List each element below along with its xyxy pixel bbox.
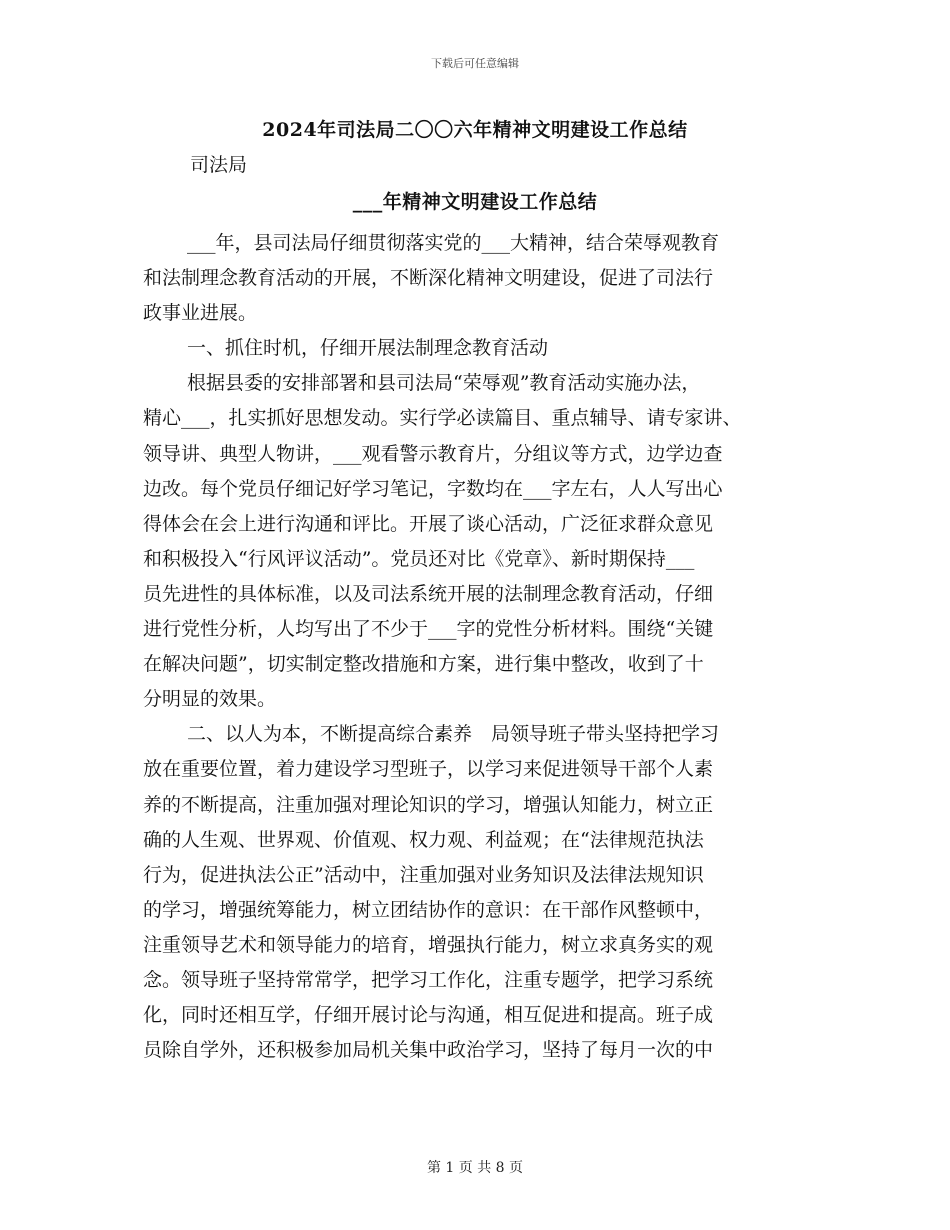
paragraph-line: 养的不断提高，注重加强对理论知识的学习，增强认知能力，树立正 bbox=[143, 793, 714, 816]
document-title: 2024年司法局二〇〇六年精神文明建设工作总结 bbox=[262, 119, 688, 141]
paragraph-line: 注重领导艺术和领导能力的培育，增强执行能力，树立求真务实的观 bbox=[143, 933, 714, 956]
paragraph-line: 和法制理念教育活动的开展，不断深化精神文明建设，促进了司法行 bbox=[143, 267, 714, 290]
section-heading: 二、以人为本，不断提高综合素养 局领导班子带头坚持把学习 bbox=[187, 723, 720, 746]
paragraph-line: 放在重要位置，着力建设学习型班子，以学习来促进领导干部个人素 bbox=[143, 758, 714, 781]
paragraph-line: 化，同时还相互学，仔细开展讨论与沟通，相互促进和提高。班子成 bbox=[143, 1004, 714, 1027]
paragraph-line: 政事业进展。 bbox=[143, 302, 258, 325]
header-note: 下载后可任意编辑 bbox=[431, 57, 519, 70]
document-subtitle: ___年精神文明建设工作总结 bbox=[352, 191, 598, 213]
paragraph-line: ___年，县司法局仔细贯彻落实党的___大精神，结合荣辱观教育 bbox=[187, 232, 720, 254]
paragraph-line: 员除自学外，还积极参加局机关集中政治学习，坚持了每月一次的中 bbox=[143, 1039, 714, 1062]
paragraph-line: 分明显的效果。 bbox=[143, 688, 277, 711]
paragraph-line: 得体会在会上进行沟通和评比。开展了谈心活动，广泛征求群众意见 bbox=[143, 512, 714, 535]
body-text bbox=[143, 226, 823, 1068]
paragraph-line: 的学习，增强统筹能力，树立团结协作的意识：在干部作风整顿中， bbox=[143, 898, 714, 921]
paragraph-line: 确的人生观、世界观、价值观、权力观、利益观；在“法律规范执法 bbox=[143, 828, 704, 851]
paragraph-line: 在解决问题”，切实制定整改措施和方案，进行集中整改，收到了十 bbox=[143, 653, 704, 676]
section-heading: 一、抓住时机，仔细开展法制理念教育活动 bbox=[187, 337, 549, 360]
author-line: 司法局 bbox=[190, 154, 248, 176]
paragraph-line: 边改。每个党员仔细记好学习笔记，字数均在___字左右，人人写出心 bbox=[143, 477, 723, 500]
paragraph-line: 员先进性的具体标准，以及司法系统开展的法制理念教育活动，仔细 bbox=[143, 582, 714, 605]
paragraph-line: 精心___，扎实抓好思想发动。实行学必读篇目、重点辅导、请专家讲、 bbox=[143, 407, 742, 430]
paragraph-line: 念。领导班子坚持常常学，把学习工作化，注重专题学，把学习系统 bbox=[143, 968, 714, 991]
page-footer: 第 1 页 共 8 页 bbox=[426, 1160, 524, 1176]
paragraph-line: 行为，促进执法公正”活动中，注重加强对业务知识及法律法规知识 bbox=[143, 863, 704, 886]
paragraph-line: 根据县委的安排部署和县司法局“荣辱观”教育活动实施办法， bbox=[187, 372, 701, 395]
paragraph-line: 和积极投入“行风评议活动”。党员还对比《党章》、新时期保持___ bbox=[143, 547, 695, 570]
paragraph-line: 进行党性分析，人均写出了不少于___字的党性分析材料。围绕“关键 bbox=[143, 618, 714, 641]
paragraph-line: 领导讲、典型人物讲，___观看警示教育片，分组议等方式，边学边查 bbox=[143, 442, 723, 465]
